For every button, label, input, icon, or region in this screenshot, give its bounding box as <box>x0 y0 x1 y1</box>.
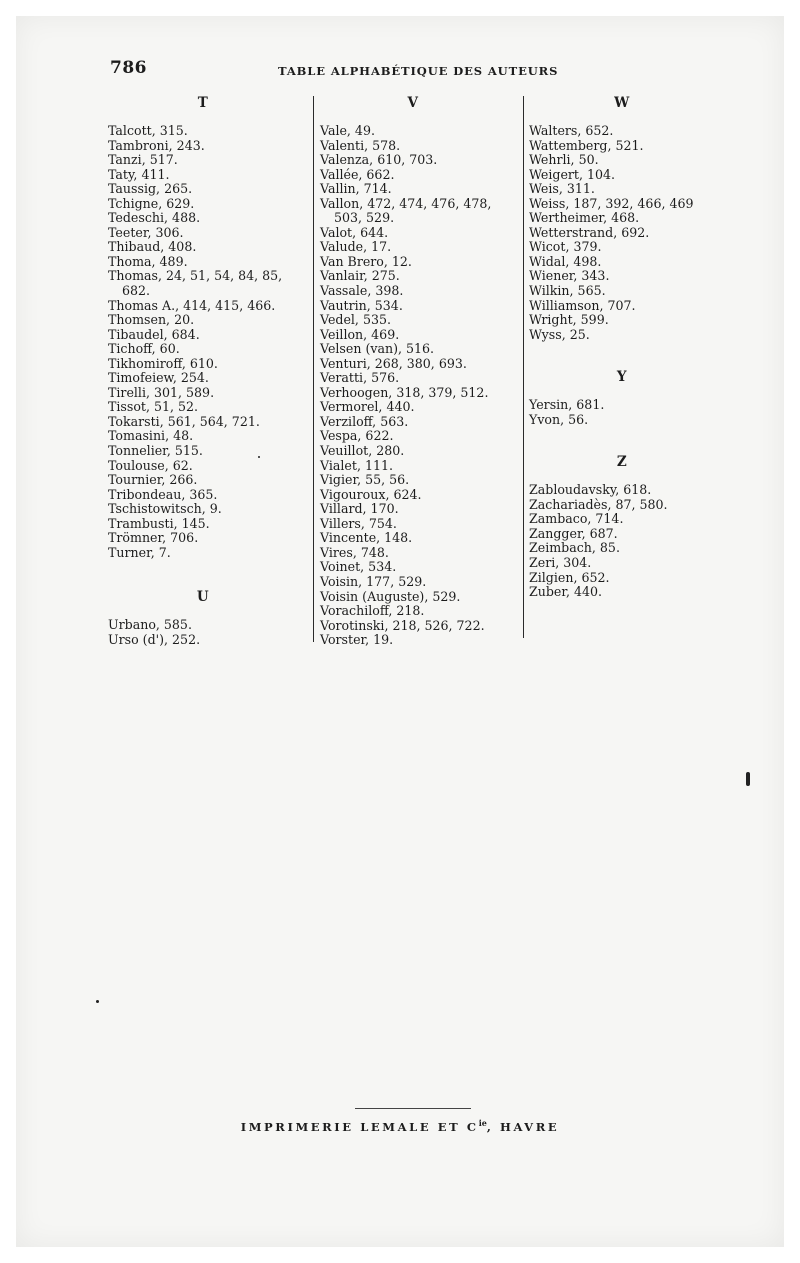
index-entry: Zuber, 440. <box>529 584 603 600</box>
index-entry: Vespa, 622. <box>320 428 394 444</box>
index-entry: Vermorel, 440. <box>320 399 415 415</box>
section-letter: U <box>196 589 210 606</box>
index-entry: Thibaud, 408. <box>108 239 197 255</box>
index-entry: Wetterstrand, 692. <box>529 224 650 240</box>
index-entry: Vorachiloff, 218. <box>320 603 425 619</box>
index-entry: Vedel, 535. <box>320 312 391 328</box>
index-entry: Thoma, 489. <box>108 253 188 269</box>
index-entry: Valude, 17. <box>320 239 392 255</box>
index-entry: Vanlair, 275. <box>320 268 400 284</box>
index-entry: Vigier, 55, 56. <box>320 472 410 488</box>
index-column-2 <box>320 96 516 648</box>
index-entry: Wiener, 343. <box>529 268 610 284</box>
ink-speck <box>746 772 750 786</box>
index-entry: Vialet, 111. <box>320 457 393 473</box>
running-head: TABLE ALPHABÉTIQUE DES AUTEURS <box>278 64 559 78</box>
index-entry: Taty, 411. <box>108 166 170 182</box>
page-number: 786 <box>110 58 147 78</box>
index-entry: Vale, 49. <box>320 123 375 138</box>
index-entry: Voisin (Auguste), 529. <box>320 588 461 604</box>
section-letter: T <box>197 95 209 111</box>
imprint-text: IMPRIMERIE LEMALE ET C <box>240 1119 479 1134</box>
index-entry: Walters, 652. <box>529 123 614 138</box>
index-entry: Vorster, 19. <box>320 632 394 648</box>
index-entry: Vallon, 472, 474, 476, 478, <box>320 195 492 211</box>
index-entry-continuation: 503, 529. <box>334 210 395 226</box>
section-letter: Z <box>616 454 628 471</box>
index-entry: Wicot, 379. <box>529 239 602 255</box>
index-entry: Teeter, 306. <box>108 224 184 240</box>
index-entry: Thomsen, 20. <box>108 312 195 328</box>
index-entry: Tibaudel, 684. <box>108 326 200 342</box>
index-entry: Weiss, 187, 392, 466, 469 <box>529 195 694 211</box>
index-column-1 <box>108 96 308 648</box>
printer-imprint <box>0 1118 800 1134</box>
index-entry: Tchigne, 629. <box>108 195 195 211</box>
index-entry: Voisin, 177, 529. <box>320 573 427 589</box>
index-entry: Tissot, 51, 52. <box>108 399 199 415</box>
index-entry: Tschistowitsch, 9. <box>108 501 222 517</box>
index-entry: Zangger, 687. <box>529 525 618 541</box>
index-entry: Zeimbach, 85. <box>529 540 620 556</box>
index-entry: Vassale, 398. <box>320 283 404 299</box>
index-entry: Valot, 644. <box>320 224 389 240</box>
index-entry: Villers, 754. <box>320 515 397 531</box>
ink-speck <box>258 456 260 458</box>
section-letter: Y <box>616 369 628 386</box>
index-entry: Trambusti, 145. <box>108 515 210 531</box>
index-entry: Weigert, 104. <box>529 166 616 182</box>
index-entry: Wertheimer, 468. <box>529 210 640 226</box>
index-entry: Yersin, 681. <box>529 397 605 413</box>
index-entry: Venturi, 268, 380, 693. <box>320 355 467 371</box>
index-entry: Tonnelier, 515. <box>108 443 203 459</box>
index-column-3 <box>529 96 729 600</box>
index-entry: Valenza, 610, 703. <box>320 152 438 168</box>
index-entry: Villard, 170. <box>320 501 399 517</box>
column-divider <box>313 96 314 642</box>
index-entry: Weis, 311. <box>529 181 595 197</box>
index-entry: Vorotinski, 218, 526, 722. <box>320 617 485 633</box>
index-entry: Tikhomiroff, 610. <box>108 355 218 371</box>
index-entry: Vincente, 148. <box>320 530 413 546</box>
index-entry: Wehrli, 50. <box>529 152 599 168</box>
index-entry: Vautrin, 534. <box>320 297 403 313</box>
index-entry: Verziloff, 563. <box>320 413 409 429</box>
index-entry: Vallée, 662. <box>320 166 395 182</box>
section-letter: V <box>407 95 419 111</box>
index-entry: Veratti, 576. <box>320 370 400 386</box>
ink-speck <box>96 1000 99 1003</box>
index-entry: Zachariadès, 87, 580. <box>529 496 668 512</box>
imprint-superscript: ie <box>478 1118 487 1128</box>
index-entry: Thomas, 24, 51, 54, 84, 85, <box>108 268 283 284</box>
index-entry: Voinet, 534. <box>320 559 397 575</box>
index-entry: Widal, 498. <box>529 253 602 269</box>
index-entry: Williamson, 707. <box>529 297 636 313</box>
index-entry: Veillon, 469. <box>320 326 400 342</box>
index-entry: Thomas A., 414, 415, 466. <box>108 297 276 313</box>
index-entry: Vigouroux, 624. <box>320 486 422 502</box>
index-entry: Tribondeau, 365. <box>108 486 218 502</box>
index-entry: Tambroni, 243. <box>108 137 205 153</box>
index-entry: Trömner, 706. <box>108 530 199 546</box>
index-entry: Urbano, 585. <box>108 617 192 633</box>
index-entry: Van Brero, 12. <box>320 253 412 269</box>
index-entry: Zilgien, 652. <box>529 569 610 585</box>
index-entry: Wattemberg, 521. <box>529 137 644 153</box>
index-entry: Yvon, 56. <box>529 411 589 427</box>
imprint-city: , HAVRE <box>486 1119 560 1134</box>
index-entry: Tokarsti, 561, 564, 721. <box>108 413 260 429</box>
index-entry: Verhoogen, 318, 379, 512. <box>320 384 489 400</box>
section-letter: W <box>614 95 630 111</box>
index-entry: Talcott, 315. <box>108 123 188 138</box>
index-entry: Veuillot, 280. <box>320 443 405 459</box>
index-entry: Wright, 599. <box>529 312 609 328</box>
index-entry: Tournier, 266. <box>108 472 198 488</box>
index-entry: Valenti, 578. <box>320 137 401 153</box>
index-entry: Tedeschi, 488. <box>108 210 201 226</box>
index-entry-continuation: 682. <box>122 283 151 299</box>
index-entry: Velsen (van), 516. <box>320 341 435 357</box>
index-entry: Tanzi, 517. <box>108 152 178 168</box>
index-entry: Urso (d'), 252. <box>108 631 201 647</box>
index-entry: Vires, 748. <box>320 544 389 560</box>
section-gap <box>108 560 308 590</box>
index-entry: Vallin, 714. <box>320 181 392 197</box>
index-entry: Wyss, 25. <box>529 326 590 342</box>
section-gap <box>529 342 729 370</box>
index-entry: Wilkin, 565. <box>529 283 606 299</box>
index-entry: Zabloudavsky, 618. <box>529 482 652 498</box>
index-entry: Taussig, 265. <box>108 181 193 197</box>
section-gap <box>529 427 729 455</box>
footer-rule <box>355 1108 471 1109</box>
index-entry: Zambaco, 714. <box>529 511 624 527</box>
index-entry: Turner, 7. <box>108 544 171 560</box>
index-entry: Tirelli, 301, 589. <box>108 384 215 400</box>
index-entry: Toulouse, 62. <box>108 457 193 473</box>
index-entry: Tichoff, 60. <box>108 341 180 357</box>
index-entry: Zeri, 304. <box>529 555 592 571</box>
index-entry: Timofeiew, 254. <box>108 370 209 386</box>
index-entry: Tomasini, 48. <box>108 428 194 444</box>
column-divider <box>523 96 524 638</box>
